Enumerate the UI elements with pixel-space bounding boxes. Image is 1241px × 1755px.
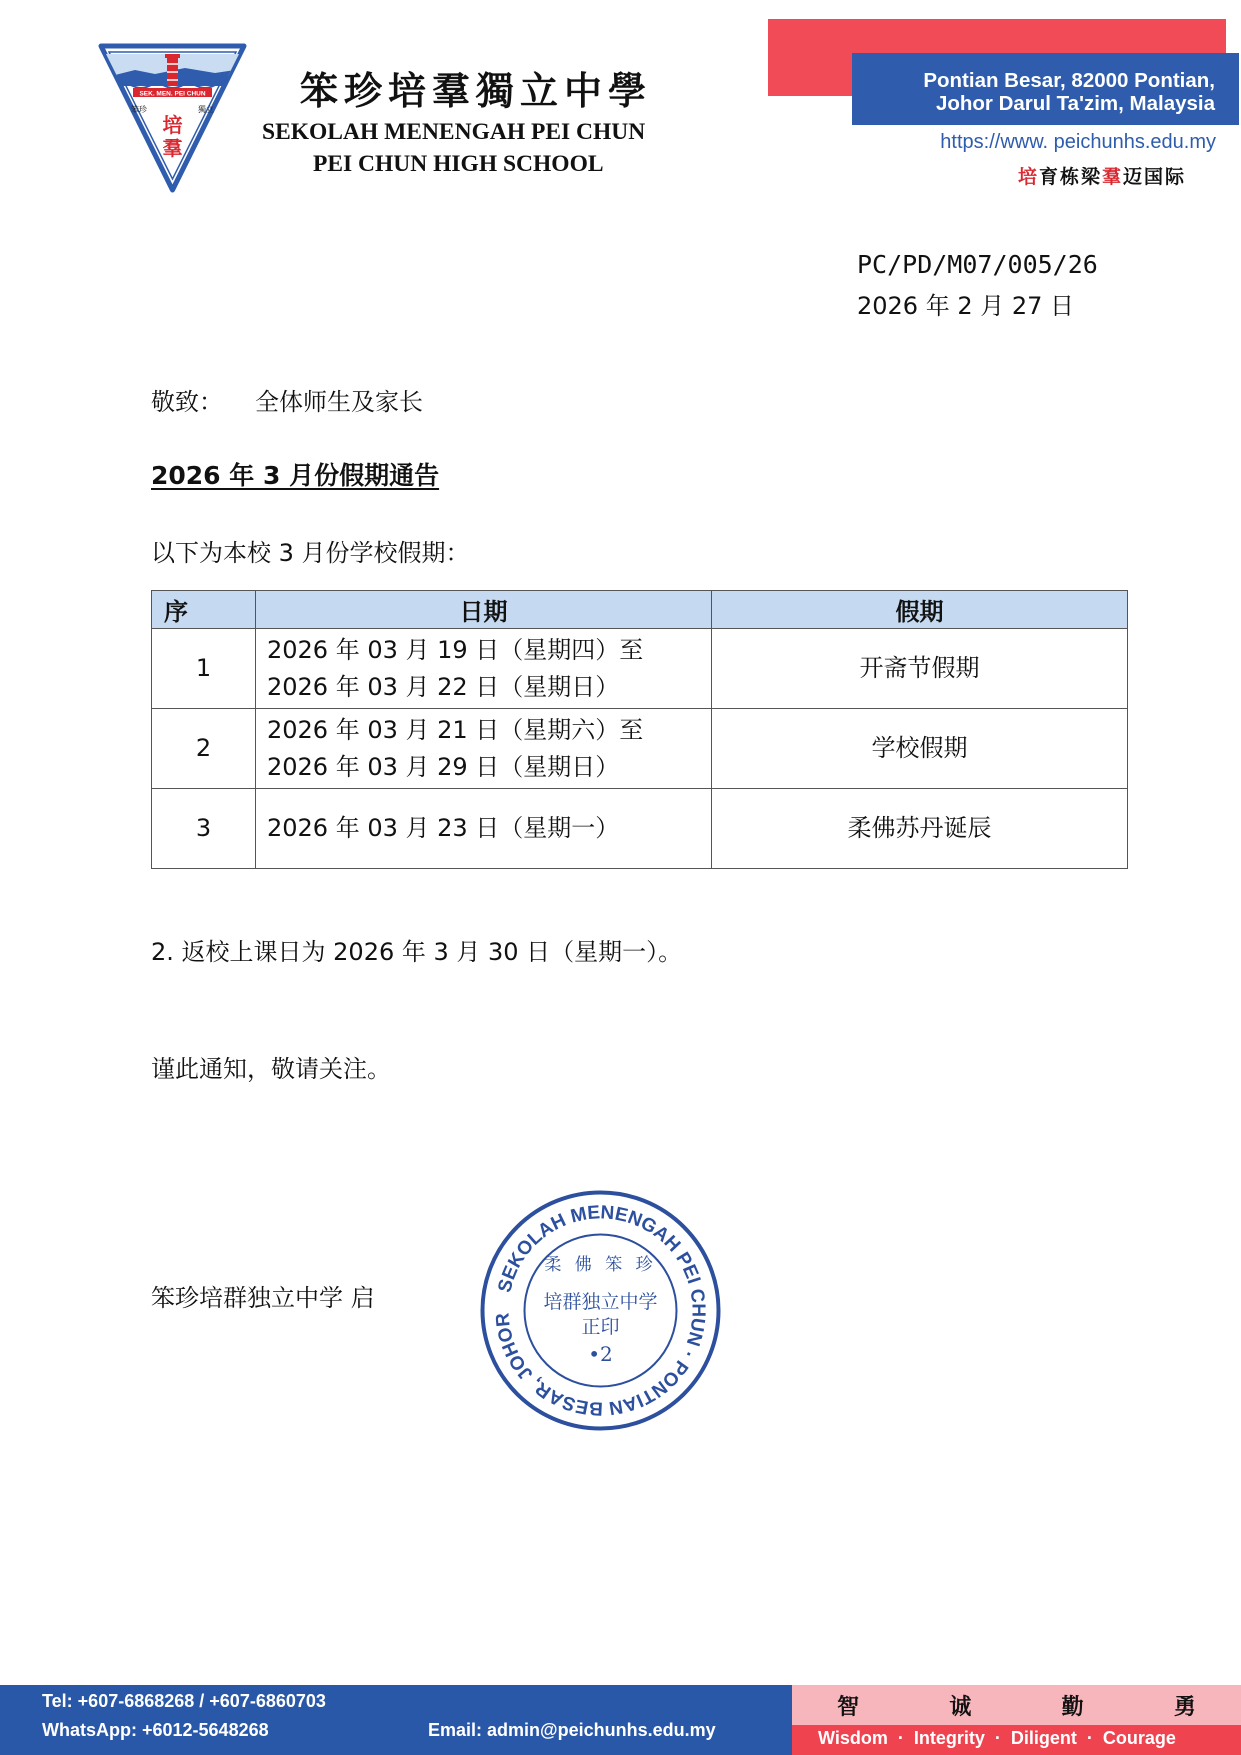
school-name-chinese: 笨珍培羣獨立中學 (300, 68, 653, 113)
footer-email-link[interactable]: Email: admin@peichunhs.edu.my (428, 1720, 716, 1740)
school-website-link[interactable]: https://www. peichunhs.edu.my (940, 131, 1216, 153)
row-date (256, 789, 712, 869)
column-header-number: 序 (152, 591, 256, 629)
virtue-en: Wisdom (818, 1728, 888, 1748)
table-header-row (152, 591, 1128, 629)
separator-dot-icon: · (897, 1728, 904, 1748)
svg-text:•2: •2 (588, 1342, 613, 1366)
svg-text:培: 培 (162, 113, 183, 137)
footer-telephone: Tel: +607-6868268 / +607-6860703 (42, 1691, 326, 1711)
svg-text:笨珍: 笨珍 (131, 105, 147, 114)
recipient-value: 全体师生及家长 (255, 388, 423, 416)
address-line-1: Pontian Besar, 82000 Pontian, (923, 69, 1215, 92)
row-date-line: 2026 年 03 月 22 日（星期日） (267, 672, 620, 701)
row-date (256, 629, 712, 709)
reference-number: PC/PD/M07/005/26 (857, 250, 1098, 279)
sign-off: 笨珍培群独立中学 启 (151, 1284, 375, 1312)
virtue-cn: 诚 (949, 1694, 972, 1720)
virtue-cn: 勇 (1173, 1694, 1196, 1720)
svg-text:柔 佛 笨 珍: 柔 佛 笨 珍 (544, 1255, 657, 1275)
svg-text:正印: 正印 (581, 1316, 620, 1338)
row-date-line: 2026 年 03 月 29 日（星期日） (267, 752, 620, 781)
school-motto (1018, 162, 1186, 189)
virtue-cn: 勤 (1061, 1694, 1084, 1720)
address-line-2: Johor Darul Ta'zim, Malaysia (935, 92, 1215, 115)
motto-part: 羣 (1101, 166, 1123, 188)
address-box (852, 53, 1239, 125)
svg-text:獨立: 獨立 (198, 105, 214, 114)
closing-remark: 谨此通知，敬请关注。 (151, 1055, 391, 1083)
virtue-en: Integrity (913, 1728, 985, 1748)
lighthouse-icon (165, 54, 180, 86)
motto-part: 培 (1017, 166, 1039, 188)
virtue-en: Courage (1102, 1728, 1176, 1748)
footer-whatsapp: WhatsApp: +6012-5648268 (42, 1720, 269, 1740)
row-date-line: 2026 年 03 月 19 日（星期四）至 (267, 635, 644, 664)
row-number: 1 (152, 629, 256, 709)
row-date (256, 709, 712, 789)
school-name-malay: SEKOLAH MENENGAH PEI CHUN (262, 119, 646, 145)
row-number: 2 (152, 709, 256, 789)
svg-text:SEKOLAH MENENGAH PEI CHUN · PO: SEKOLAH MENENGAH PEI CHUN · PONTIAN BESAR, JOHOR (492, 1202, 709, 1419)
svg-text:SEK. MEN. PEI CHUN: SEK. MEN. PEI CHUN (139, 90, 206, 98)
column-header-date: 日期 (256, 591, 712, 629)
motto-part: 育栋梁 (1038, 166, 1102, 188)
table-row (152, 709, 1128, 789)
table-row (152, 789, 1128, 869)
school-name-english: PEI CHUN HIGH SCHOOL (313, 151, 604, 177)
recipient-label: 敬致： (151, 388, 223, 416)
holiday-table (151, 590, 1128, 869)
notice-title: 2026 年 3 月份假期通告 (151, 461, 440, 490)
virtues-english (818, 1728, 1176, 1749)
virtue-en: Diligent (1010, 1728, 1077, 1748)
row-number: 3 (152, 789, 256, 869)
svg-text:羣: 羣 (162, 136, 183, 160)
return-to-school-note: 2. 返校上课日为 2026 年 3 月 30 日（星期一）。 (151, 938, 683, 966)
virtue-cn: 智 (837, 1694, 860, 1720)
separator-dot-icon: · (994, 1728, 1001, 1748)
svg-text:培群独立中学: 培群独立中学 (543, 1291, 658, 1313)
row-date-line: 2026 年 03 月 23 日（星期一） (267, 814, 620, 842)
virtues-chinese (792, 1690, 1241, 1721)
letter-date: 2026 年 2 月 27 日 (857, 292, 1075, 320)
separator-dot-icon: · (1086, 1728, 1093, 1748)
motto-part: 迈国际 (1122, 166, 1186, 188)
row-date-line: 2026 年 03 月 21 日（星期六）至 (267, 715, 644, 744)
row-holiday: 柔佛苏丹诞辰 (712, 789, 1128, 869)
official-stamp (478, 1188, 723, 1433)
column-header-holiday: 假期 (712, 591, 1128, 629)
row-holiday: 学校假期 (712, 709, 1128, 789)
row-holiday: 开斋节假期 (712, 629, 1128, 709)
school-logo (95, 40, 250, 195)
table-row (152, 629, 1128, 709)
intro-text: 以下为本校 3 月份学校假期： (151, 539, 470, 567)
